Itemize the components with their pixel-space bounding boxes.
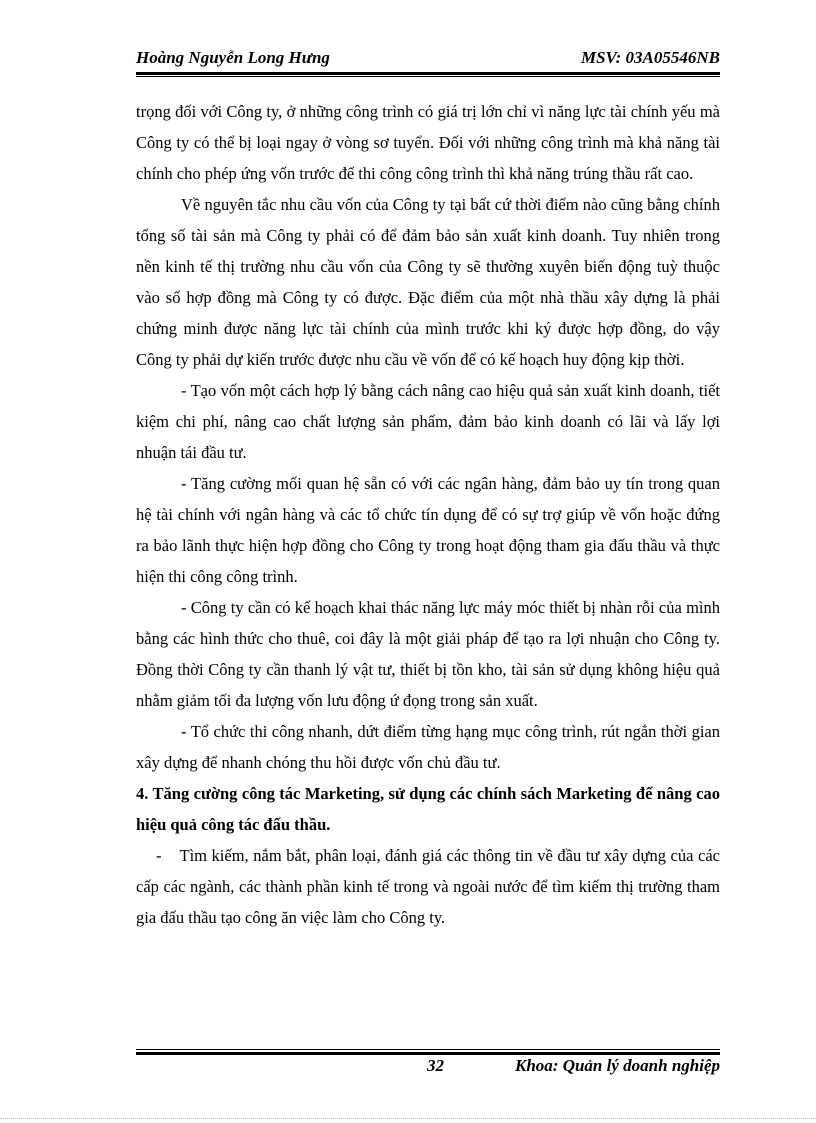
paragraph-capital-needs: Về nguyên tắc nhu cầu vốn của Công ty tại bất cứ thời điểm nào cũng bằng chính tổng số tài sản mà Công ty phải có để đảm bảo sản xuất kinh doanh. Tuy nhiên trong nền kinh tế thị trường nhu cầu vốn của Công ty sẽ thường xuyên biến động tuỳ thuộc vào số hợp đồng mà Công ty có được. Đặc điểm của một nhà thầu xây dựng là phải chứng minh được năng lực tài chính của mình trước khi ký được hợp đồng, do vậy Công ty phải dự kiến trước được nhu cầu về vốn để có kế hoạch huy động kịp thời. xyxy=(136,195,720,369)
section-heading: 4. Tăng cường công tác Marketing, sử dụng các chính sách Marketing để nâng cao hiệu quả công tác đấu thầu. xyxy=(136,784,720,834)
page-body xyxy=(136,96,725,933)
paragraph-bullet-equipment: - Công ty cần có kế hoạch khai thác năng lực máy móc thiết bị nhàn rỗi của mình bằng các hình thức cho thuê, coi đây là một giải pháp để tạo ra lợi nhuận cho Công ty. Đồng thời Công ty cần thanh lý vật tư, thiết bị tồn kho, tài sản sử dụng không hiệu quả nhằm giảm tối đa lượng vốn lưu động ứ đọng trong sản xuất. xyxy=(136,598,720,710)
department-name: Khoa: Quản lý doanh nghiệp xyxy=(515,1056,720,1075)
paragraph-continuation: trọng đối với Công ty, ở những công trình có giá trị lớn chỉ vì năng lực tài chính yếu mà Công ty có thể bị loại ngay ở vòng sơ tuyển. Đối với những công trình mà khả năng tài chính cho phép ứng vốn trước để thi công công trình thì khả năng trúng thầu rất cao. xyxy=(136,102,720,183)
page-header xyxy=(136,46,720,72)
paragraph-bullet-banks: - Tăng cường mối quan hệ sẵn có với các ngân hàng, đảm bảo uy tín trong quan hệ tài chính với ngân hàng và các tổ chức tín dụng để có sự trợ giúp về vốn hoặc đứng ra bảo lãnh thực hiện hợp đồng cho Công ty trong hoạt động tham gia đấu thầu và thực hiện thi công công trình. xyxy=(136,474,720,586)
author-name: Hoàng Nguyễn Long Hưng xyxy=(136,48,330,67)
paragraph-bullet-construction: - Tổ chức thi công nhanh, dứt điểm từng hạng mục công trình, rút ngắn thời gian xây dựng để nhanh chóng thu hồi được vốn chủ đầu tư. xyxy=(136,722,720,772)
student-id: MSV: 03A05546NB xyxy=(580,48,720,67)
page-footer xyxy=(136,1056,720,1082)
paragraph-bullet-capital: - Tạo vốn một cách hợp lý bằng cách nâng cao hiệu quả sản xuất kinh doanh, tiết kiệm chi phí, nâng cao chất lượng sản phẩm, đảm bảo kinh doanh có lãi và lấy lợi nhuận tái đầu tư. xyxy=(136,381,720,462)
page-edge-dotted-line xyxy=(0,1118,816,1119)
footer-rule xyxy=(136,1049,720,1055)
paragraph-bullet-marketing: - Tìm kiếm, nắm bắt, phân loại, đánh giá các thông tin về đầu tư xây dựng của các cấp các ngành, các thành phần kinh tế trong và ngoài nước để tìm kiếm thị trường tham gia đấu thầu tạo công ăn việc làm cho Công ty. xyxy=(136,846,725,927)
header-rule xyxy=(136,72,720,77)
page-number: 32 xyxy=(427,1056,444,1075)
